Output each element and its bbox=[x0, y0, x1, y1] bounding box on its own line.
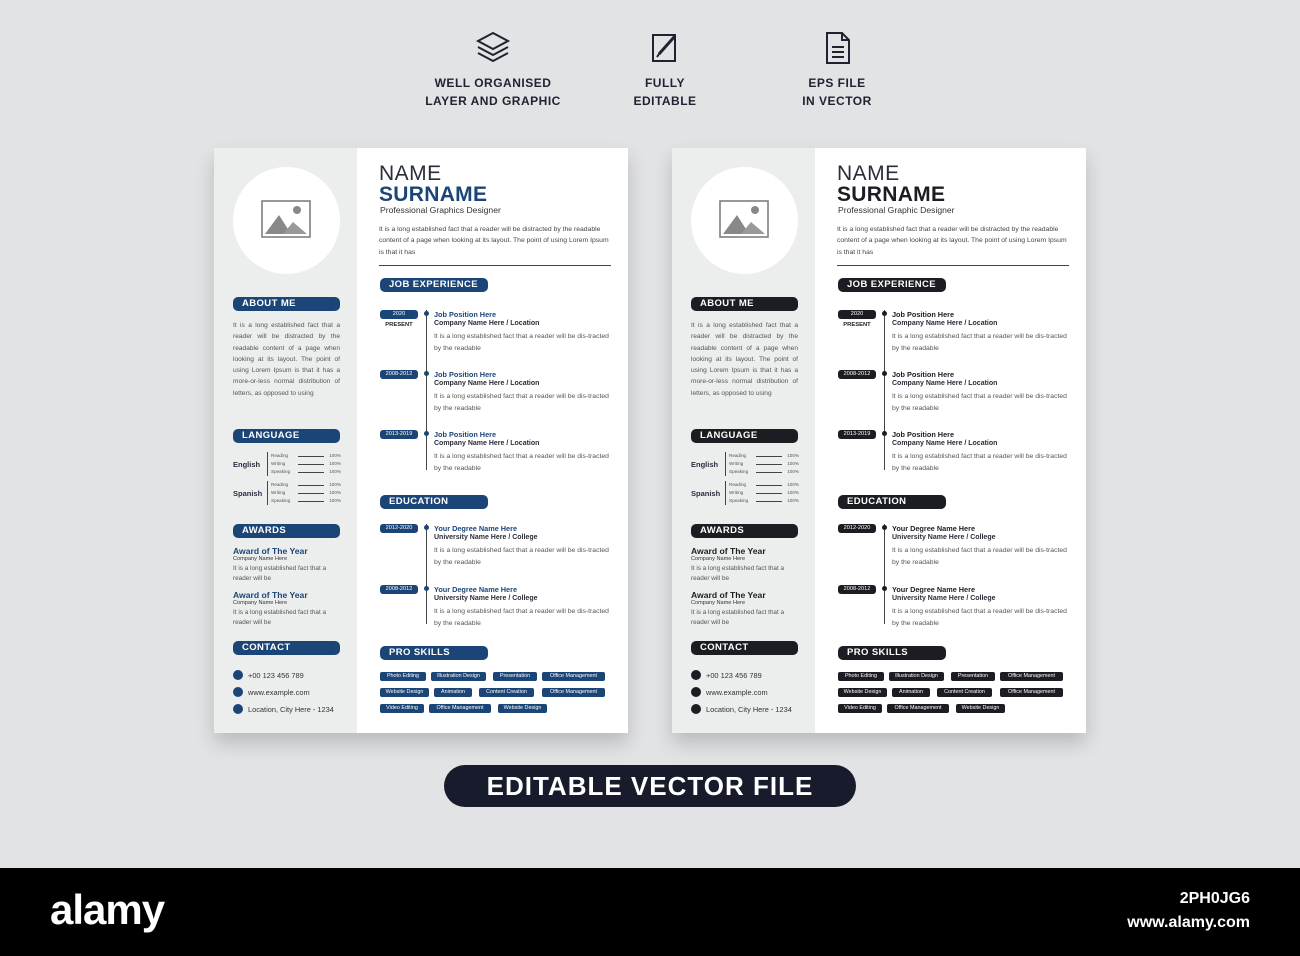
skill-bar bbox=[756, 472, 782, 473]
awards-heading: AWARDS bbox=[233, 524, 340, 538]
location-icon bbox=[691, 704, 701, 714]
skill-tag: Website Design bbox=[380, 688, 429, 697]
language-skill-row bbox=[729, 481, 799, 489]
language-skill-row bbox=[271, 452, 341, 460]
contact-item bbox=[233, 669, 353, 681]
skills-list bbox=[380, 672, 615, 720]
date-badge: 2008-2012 bbox=[838, 585, 876, 594]
intro-text: It is a long established fact that a reader will be distracted by the readable content of a page when looking at its layout. The point of using Lorem Ipsum is that it has bbox=[837, 226, 1067, 256]
sidebar bbox=[672, 148, 815, 733]
language-heading: LANGUAGE bbox=[233, 429, 340, 443]
language-skill-row bbox=[271, 489, 341, 497]
awards-heading: AWARDS bbox=[691, 524, 798, 538]
language-item bbox=[233, 481, 340, 505]
globe-icon bbox=[691, 687, 701, 697]
present-label: PRESENT bbox=[843, 322, 871, 328]
date-badge: 2013-2019 bbox=[380, 430, 418, 439]
skill-label: Writing bbox=[729, 490, 744, 495]
skill-bar bbox=[298, 464, 324, 465]
contact-item bbox=[691, 669, 811, 681]
footer bbox=[0, 868, 1300, 956]
timeline-dot bbox=[882, 311, 887, 316]
award-title: Award of The Year bbox=[691, 590, 766, 600]
intro-text: It is a long established fact that a reader will be distracted by the readable content of a page when looking at its layout. The point of using Lorem Ipsum is that it has bbox=[379, 226, 609, 256]
skill-bar bbox=[756, 501, 782, 502]
language-skill-row bbox=[729, 452, 799, 460]
last-name: SURNAME bbox=[379, 183, 488, 206]
skill-label: Speaking bbox=[271, 498, 291, 503]
language-name: Spanish bbox=[233, 489, 263, 498]
timeline-line bbox=[426, 310, 427, 470]
skill-percent: 100% bbox=[787, 461, 799, 466]
skill-tag: Presentation bbox=[951, 672, 995, 681]
skill-percent: 100% bbox=[329, 498, 341, 503]
globe-icon bbox=[233, 687, 243, 697]
language-divider bbox=[267, 481, 268, 505]
timeline-dot bbox=[424, 525, 429, 530]
skill-label: Reading bbox=[271, 453, 289, 458]
award-title: Award of The Year bbox=[691, 546, 766, 556]
skill-percent: 100% bbox=[329, 461, 341, 466]
skill-tag: Office Management bbox=[542, 688, 605, 697]
alamy-logo: alamy bbox=[50, 886, 165, 933]
job-experience-heading: JOB EXPERIENCE bbox=[838, 278, 946, 292]
contact-item bbox=[691, 686, 811, 698]
university-name: University Name Here / College bbox=[892, 595, 996, 602]
skills-list bbox=[838, 672, 1073, 720]
award-company: Company Name Here bbox=[233, 600, 288, 606]
job-description: It is a long established fact that a reader will be dis-tracted by the readable bbox=[892, 333, 1067, 352]
skills-row bbox=[380, 688, 615, 704]
skill-label: Writing bbox=[271, 461, 286, 466]
contact-text: www.example.com bbox=[248, 688, 310, 697]
skill-tag: Video Editing bbox=[838, 704, 882, 713]
skill-tag: Website Design bbox=[956, 704, 1005, 713]
image-placeholder-icon bbox=[719, 200, 769, 238]
contact-text: Location, City Here - 1234 bbox=[706, 705, 792, 714]
language-skill-row bbox=[271, 468, 341, 476]
contact-text: +00 123 456 789 bbox=[706, 671, 762, 680]
phone-icon bbox=[233, 670, 243, 680]
feature-label: WELL ORGANISED LAYER AND GRAPHIC bbox=[425, 76, 561, 108]
language-skill-row bbox=[271, 497, 341, 505]
profile-photo-placeholder bbox=[691, 167, 798, 274]
skill-label: Speaking bbox=[271, 469, 291, 474]
skills-row bbox=[838, 704, 1073, 720]
image-id: 2PH0JG6 bbox=[1179, 890, 1250, 907]
skill-bar bbox=[756, 464, 782, 465]
language-item bbox=[691, 452, 798, 476]
timeline-dot bbox=[424, 311, 429, 316]
skills-row bbox=[380, 704, 615, 720]
skill-label: Reading bbox=[729, 482, 747, 487]
job-company: Company Name Here / Location bbox=[434, 320, 540, 327]
skill-bar bbox=[298, 485, 324, 486]
job-description: It is a long established fact that a reader will be dis-tracted by the readable bbox=[892, 453, 1067, 472]
skill-label: Writing bbox=[729, 461, 744, 466]
language-item bbox=[691, 481, 798, 505]
skill-bar bbox=[756, 456, 782, 457]
skill-tag: Office Management bbox=[887, 704, 949, 713]
job-description: It is a long established fact that a reader will be dis-tracted by the readable bbox=[434, 453, 609, 472]
feature-editable bbox=[580, 30, 750, 110]
skill-tag: Photo Editing bbox=[380, 672, 426, 681]
contact-text: Location, City Here - 1234 bbox=[248, 705, 334, 714]
contact-item bbox=[691, 703, 811, 715]
pro-skills-heading: PRO SKILLS bbox=[380, 646, 488, 660]
skill-label: Speaking bbox=[729, 469, 749, 474]
award-description: It is a long established fact that a reader will be bbox=[233, 609, 327, 626]
edit-icon bbox=[645, 30, 685, 66]
skill-label: Reading bbox=[271, 482, 289, 487]
skill-percent: 100% bbox=[329, 482, 341, 487]
degree-title: Your Degree Name Here bbox=[434, 585, 518, 594]
timeline-dot bbox=[882, 586, 887, 591]
skill-tag: Website Design bbox=[498, 704, 547, 713]
pro-skills-heading: PRO SKILLS bbox=[838, 646, 946, 660]
skill-tag: Website Design bbox=[838, 688, 887, 697]
award-company: Company Name Here bbox=[691, 556, 746, 562]
feature-label: EPS FILE IN VECTOR bbox=[802, 76, 872, 108]
skill-percent: 100% bbox=[787, 482, 799, 487]
skill-tag: Illustration Design bbox=[889, 672, 944, 681]
skill-bar bbox=[756, 493, 782, 494]
first-name: NAME bbox=[837, 162, 900, 185]
award-description: It is a long established fact that a reader will be bbox=[233, 565, 327, 582]
language-divider bbox=[267, 452, 268, 476]
job-company: Company Name Here / Location bbox=[434, 380, 540, 387]
skill-bar bbox=[298, 501, 324, 502]
skill-label: Writing bbox=[271, 490, 286, 495]
degree-description: It is a long established fact that a reader will be dis-tracted by the readable bbox=[434, 608, 609, 627]
date-badge: 2008-2012 bbox=[380, 370, 418, 379]
timeline-line bbox=[884, 310, 885, 470]
job-company: Company Name Here / Location bbox=[434, 440, 540, 447]
about-heading: ABOUT ME bbox=[691, 297, 798, 311]
language-name: English bbox=[691, 460, 719, 469]
editable-vector-file-banner: EDITABLE VECTOR FILE bbox=[444, 765, 856, 807]
date-badge: 2008-2012 bbox=[380, 585, 418, 594]
layers-icon bbox=[473, 30, 513, 66]
contact-text: www.example.com bbox=[706, 688, 768, 697]
language-skill-row bbox=[729, 460, 799, 468]
job-title: Job Position Here bbox=[434, 310, 497, 319]
timeline-dot bbox=[424, 431, 429, 436]
award-company: Company Name Here bbox=[691, 600, 746, 606]
skill-tag: Content Creation bbox=[479, 688, 534, 697]
skill-tag: Office Management bbox=[429, 704, 491, 713]
sidebar bbox=[214, 148, 357, 733]
skill-label: Reading bbox=[729, 453, 747, 458]
resume-blue bbox=[214, 148, 628, 733]
about-text: It is a long established fact that a reader will be distracted by the readable content of a page when looking at its layout. The point of using Lorem Ipsum is that it has a more-or-less normal distribution of letters, as opposed to using bbox=[233, 322, 340, 397]
feature-layers bbox=[408, 30, 578, 110]
image-placeholder-icon bbox=[261, 200, 311, 238]
education-heading: EDUCATION bbox=[838, 495, 946, 509]
date-badge: 2008-2012 bbox=[838, 370, 876, 379]
skill-percent: 100% bbox=[787, 498, 799, 503]
feature-label: FULLY EDITABLE bbox=[633, 76, 697, 108]
phone-icon bbox=[691, 670, 701, 680]
skill-percent: 100% bbox=[329, 469, 341, 474]
header-divider bbox=[837, 265, 1069, 266]
skill-tag: Content Creation bbox=[937, 688, 992, 697]
language-skill-row bbox=[729, 468, 799, 476]
degree-description: It is a long established fact that a reader will be dis-tracted by the readable bbox=[434, 547, 609, 566]
skill-bar bbox=[756, 485, 782, 486]
timeline-dot bbox=[424, 371, 429, 376]
skill-tag: Presentation bbox=[493, 672, 537, 681]
job-title: Job Position Here bbox=[434, 430, 497, 439]
job-role: Professional Graphic Designer bbox=[838, 205, 955, 215]
document-icon bbox=[817, 30, 857, 66]
degree-description: It is a long established fact that a reader will be dis-tracted by the readable bbox=[892, 608, 1067, 627]
award-company: Company Name Here bbox=[233, 556, 288, 562]
language-skill-row bbox=[271, 460, 341, 468]
about-heading: ABOUT ME bbox=[233, 297, 340, 311]
language-name: English bbox=[233, 460, 261, 469]
skill-percent: 100% bbox=[329, 490, 341, 495]
skill-percent: 100% bbox=[787, 490, 799, 495]
skills-row bbox=[838, 672, 1073, 688]
date-badge: 2013-2019 bbox=[838, 430, 876, 439]
degree-title: Your Degree Name Here bbox=[434, 524, 518, 533]
location-icon bbox=[233, 704, 243, 714]
timeline-line bbox=[426, 524, 427, 624]
job-description: It is a long established fact that a reader will be dis-tracted by the readable bbox=[434, 333, 609, 352]
skill-tag: Illustration Design bbox=[431, 672, 486, 681]
job-title: Job Position Here bbox=[434, 370, 497, 379]
job-description: It is a long established fact that a reader will be dis-tracted by the readable bbox=[892, 393, 1067, 412]
contact-item bbox=[233, 703, 353, 715]
education-heading: EDUCATION bbox=[380, 495, 488, 509]
award-description: It is a long established fact that a reader will be bbox=[691, 609, 785, 626]
footer-url: www.alamy.com bbox=[1127, 914, 1250, 931]
timeline-dot bbox=[882, 371, 887, 376]
skill-tag: Office Management bbox=[1000, 688, 1063, 697]
language-heading: LANGUAGE bbox=[691, 429, 798, 443]
language-skill-row bbox=[729, 489, 799, 497]
job-role: Professional Graphics Designer bbox=[380, 205, 501, 215]
language-item bbox=[233, 452, 340, 476]
skill-tag: Animation bbox=[892, 688, 930, 697]
skill-tag: Photo Editing bbox=[838, 672, 884, 681]
award-description: It is a long established fact that a reader will be bbox=[691, 565, 785, 582]
skill-bar bbox=[298, 493, 324, 494]
award-title: Award of The Year bbox=[233, 590, 308, 600]
language-divider bbox=[725, 452, 726, 476]
job-title: Job Position Here bbox=[892, 370, 955, 379]
language-divider bbox=[725, 481, 726, 505]
degree-description: It is a long established fact that a reader will be dis-tracted by the readable bbox=[892, 547, 1067, 566]
timeline-dot bbox=[424, 586, 429, 591]
degree-title: Your Degree Name Here bbox=[892, 585, 976, 594]
job-company: Company Name Here / Location bbox=[892, 440, 998, 447]
contact-heading: CONTACT bbox=[691, 641, 798, 655]
date-badge: 2020 bbox=[838, 310, 876, 319]
job-title: Job Position Here bbox=[892, 310, 955, 319]
skill-label: Speaking bbox=[729, 498, 749, 503]
present-label: PRESENT bbox=[385, 322, 413, 328]
job-description: It is a long established fact that a reader will be dis-tracted by the readable bbox=[434, 393, 609, 412]
features-bar bbox=[0, 30, 1300, 120]
job-title: Job Position Here bbox=[892, 430, 955, 439]
award-title: Award of The Year bbox=[233, 546, 308, 556]
university-name: University Name Here / College bbox=[892, 534, 996, 541]
header-divider bbox=[379, 265, 611, 266]
university-name: University Name Here / College bbox=[434, 534, 538, 541]
date-badge: 2012-2020 bbox=[380, 524, 418, 533]
skill-tag: Office Management bbox=[542, 672, 605, 681]
skill-tag: Video Editing bbox=[380, 704, 424, 713]
contact-text: +00 123 456 789 bbox=[248, 671, 304, 680]
contact-heading: CONTACT bbox=[233, 641, 340, 655]
skill-bar bbox=[298, 472, 324, 473]
skill-bar bbox=[298, 456, 324, 457]
skills-row bbox=[838, 688, 1073, 704]
contact-item bbox=[233, 686, 353, 698]
timeline-dot bbox=[882, 431, 887, 436]
profile-photo-placeholder bbox=[233, 167, 340, 274]
timeline-line bbox=[884, 524, 885, 624]
job-company: Company Name Here / Location bbox=[892, 320, 998, 327]
degree-title: Your Degree Name Here bbox=[892, 524, 976, 533]
skill-percent: 100% bbox=[329, 453, 341, 458]
feature-eps bbox=[752, 30, 922, 110]
date-badge: 2012-2020 bbox=[838, 524, 876, 533]
language-skill-row bbox=[729, 497, 799, 505]
language-skill-row bbox=[271, 481, 341, 489]
job-experience-heading: JOB EXPERIENCE bbox=[380, 278, 488, 292]
skills-row bbox=[380, 672, 615, 688]
skill-percent: 100% bbox=[787, 453, 799, 458]
about-text: It is a long established fact that a reader will be distracted by the readable content of a page when looking at its layout. The point of using Lorem Ipsum is that it has a more-or-less normal distribution of letters, as opposed to using bbox=[691, 322, 798, 397]
skill-tag: Animation bbox=[434, 688, 472, 697]
first-name: NAME bbox=[379, 162, 442, 185]
skill-tag: Office Management bbox=[1000, 672, 1063, 681]
resume-black bbox=[672, 148, 1086, 733]
job-company: Company Name Here / Location bbox=[892, 380, 998, 387]
university-name: University Name Here / College bbox=[434, 595, 538, 602]
date-badge: 2020 bbox=[380, 310, 418, 319]
language-name: Spanish bbox=[691, 489, 721, 498]
last-name: SURNAME bbox=[837, 183, 946, 206]
skill-percent: 100% bbox=[787, 469, 799, 474]
timeline-dot bbox=[882, 525, 887, 530]
